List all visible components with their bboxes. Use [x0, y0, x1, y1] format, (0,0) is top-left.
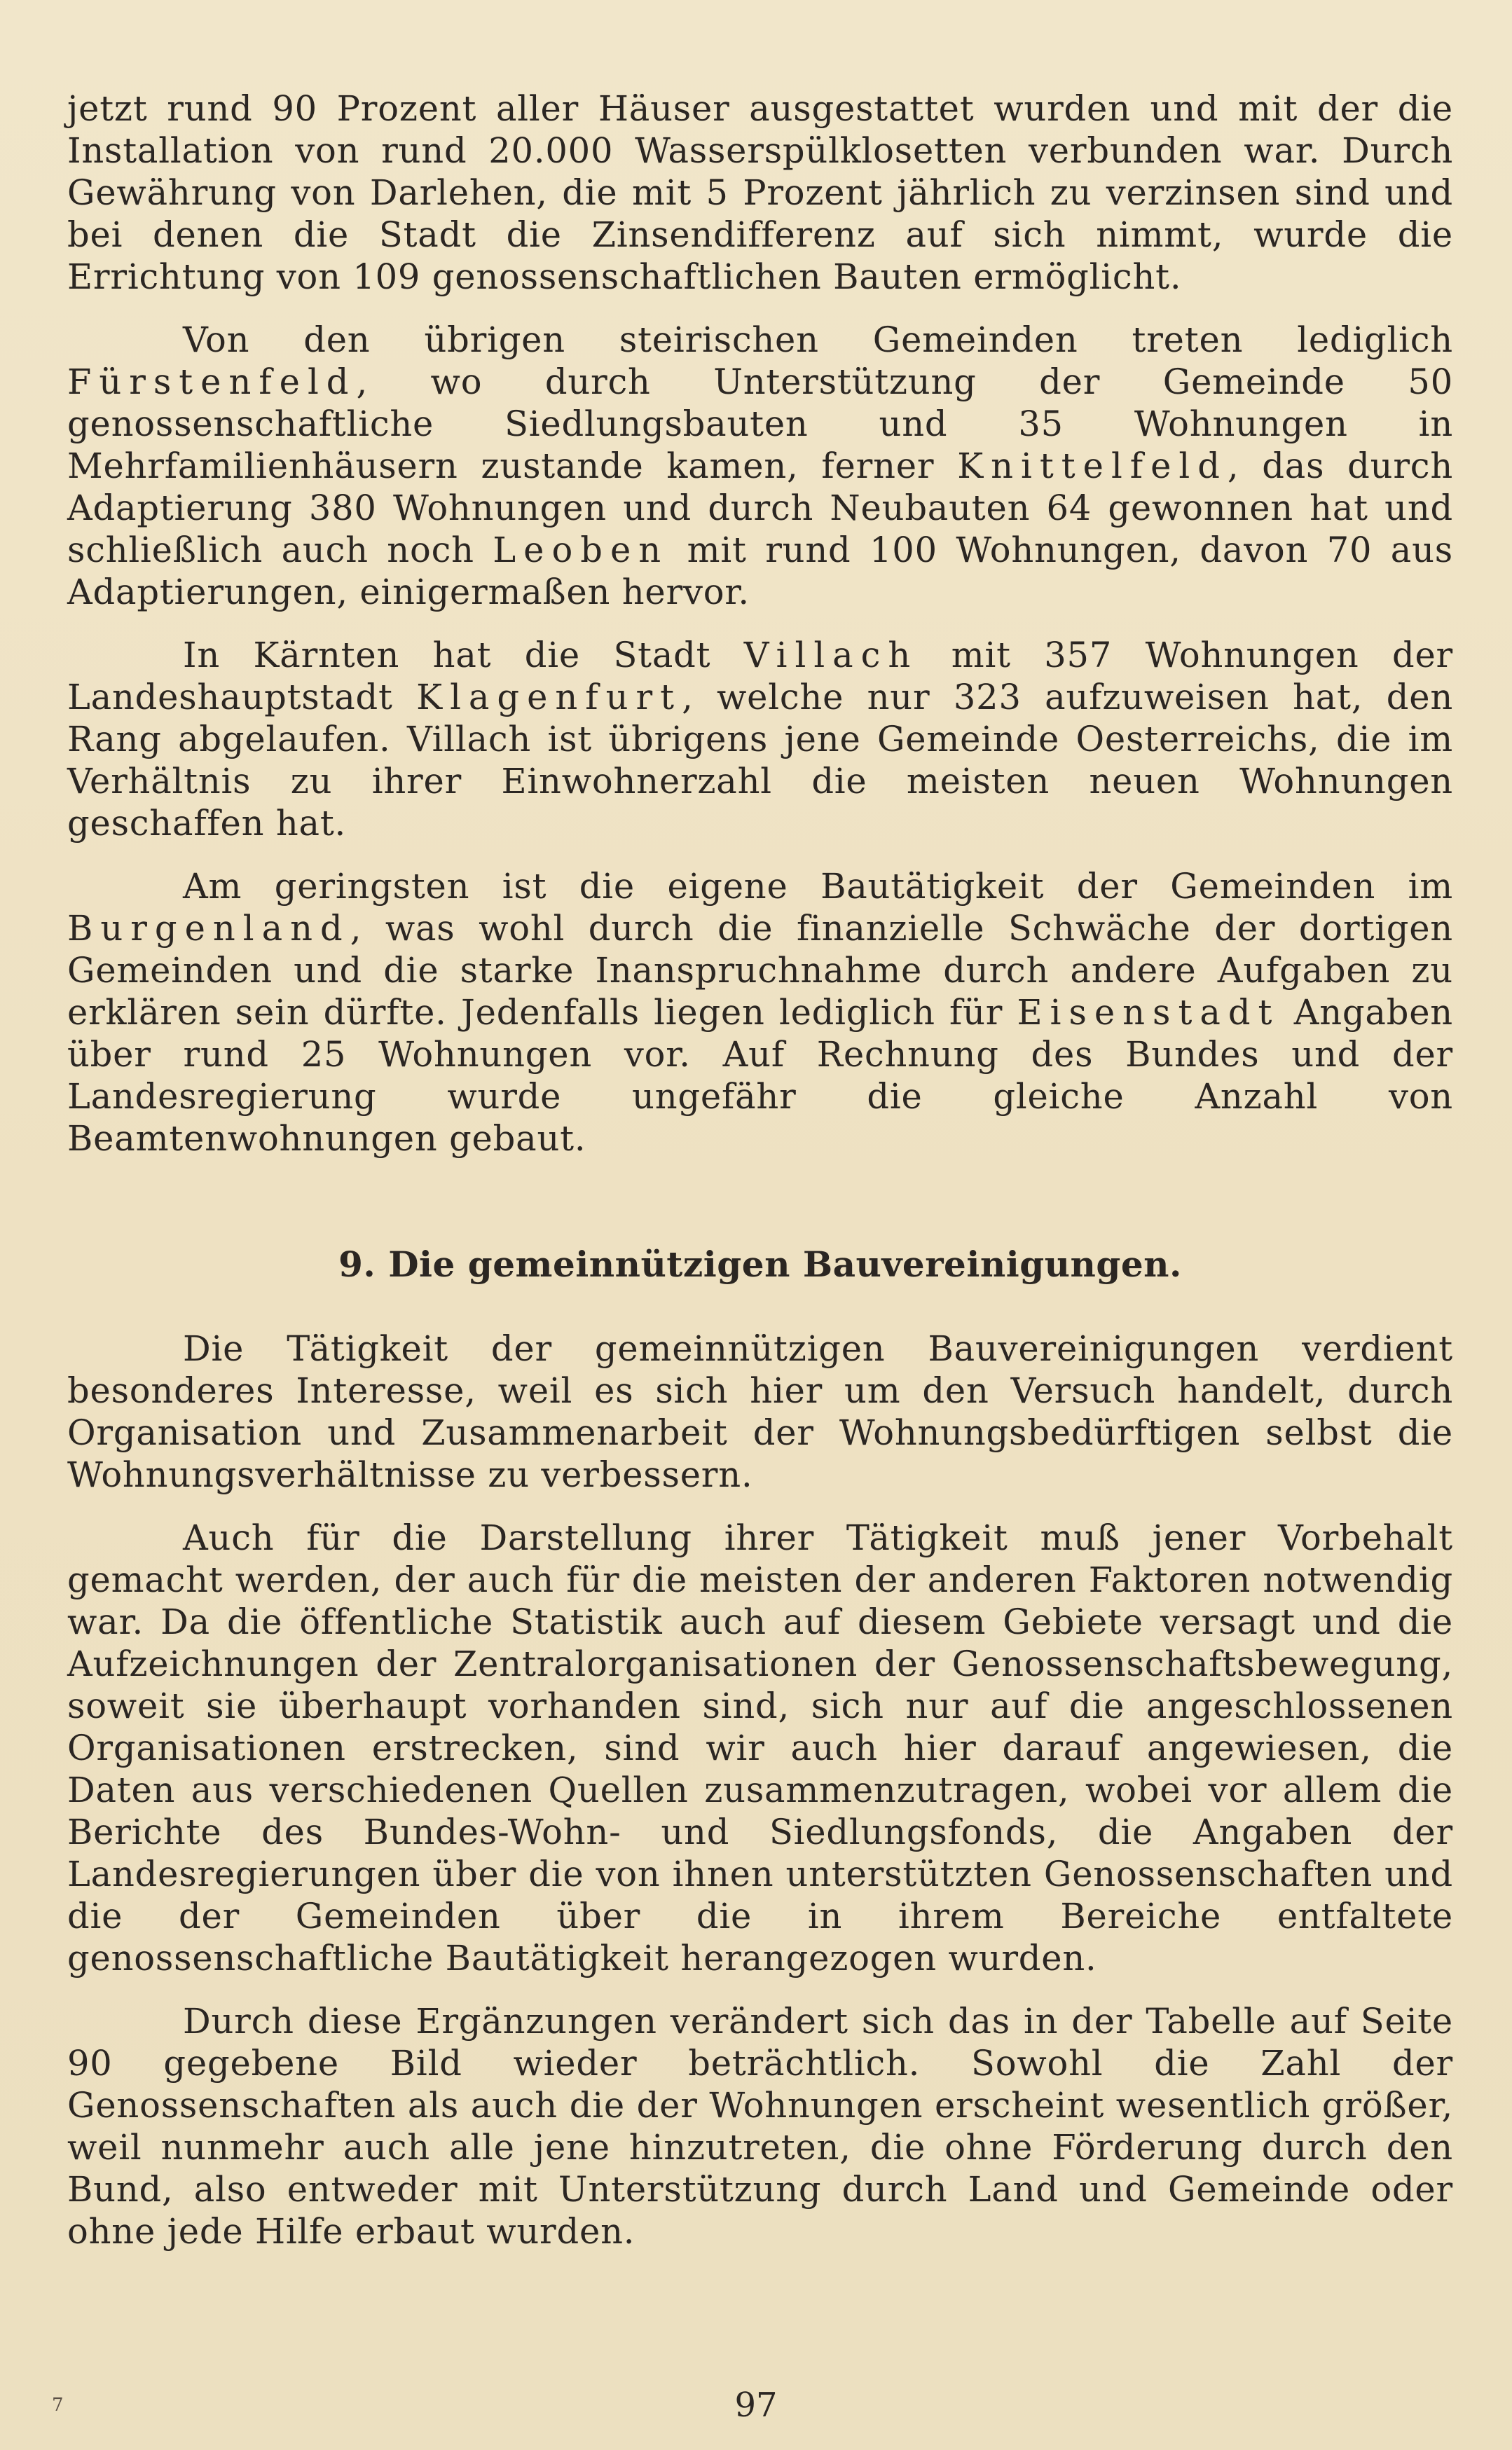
- spaced-place-name: Knittelfeld: [957, 446, 1228, 486]
- paragraph-4: [67, 865, 1453, 1159]
- paragraph-text: Von den übrigen steirischen Gemeinden treten lediglich: [183, 319, 1453, 360]
- paragraph-text: In Kärnten hat die Stadt: [183, 635, 744, 675]
- paragraph-text: , was wohl durch die finanzielle Schwäche der dortigen Gemeinden und die starke Inanspruchnahme durch andere Aufgaben zu erklären sein dürfte. Jedenfalls liegen lediglich für: [67, 908, 1453, 1033]
- paragraph-text: Am geringsten ist die eigene Bautätigkeit der Gemeinden im: [183, 866, 1453, 907]
- paragraph-text: mit rund 100 Wohnungen, davon 70 aus Adaptierungen, einigermaßen hervor.: [67, 530, 1453, 612]
- paragraph-text: , welche nur 323 aufzuweisen hat, den Rang abgelaufen. Villach ist übrigens jene Gemeinde Oesterreichs, die im Verhältnis zu ihrer Einwohnerzahl die meisten neuen Wohnungen geschaffen hat.: [67, 677, 1453, 844]
- paragraph-text: , das durch Adaptierung 380 Wohnungen und durch Neubauten 64 gewonnen hat und schließlich auch noch: [67, 446, 1453, 570]
- paragraph-text: Die Tätigkeit der gemeinnützigen Bauvereinigungen verdient besonderes Interesse, weil es sich hier um den Versuch handelt, durch Organisation und Zusammenarbeit der Wohnungsbedürftigen selbst die Wohnungsverhältnisse zu verbessern.: [67, 1328, 1453, 1495]
- document-body: [67, 88, 1453, 2252]
- paragraph-6: [67, 1517, 1453, 1979]
- paragraph-text: jetzt rund 90 Prozent aller Häuser ausgestattet wurden und mit der die Installation von rund 20.000 Wasserspülklosetten verbunden war. Durch Gewährung von Darlehen, die mit 5 Prozent jährlich zu verzinsen sind und bei denen die Stadt die Zinsendifferenz auf sich nimmt, wurde die Errichtung von 109 genossenschaftlichen Bauten ermöglicht.: [67, 88, 1453, 297]
- paragraph-text: mit 357 Wohnungen der Landeshauptstadt: [67, 635, 1453, 717]
- section-heading: 9. Die gemeinnützigen Bauvereinigungen.: [338, 1244, 1182, 1285]
- paragraph-3: [67, 634, 1453, 844]
- spaced-place-name: Fürstenfeld: [67, 362, 357, 402]
- paragraph-7: [67, 2000, 1453, 2252]
- paragraph-1: [67, 88, 1453, 298]
- page-number: 97: [734, 2386, 778, 2425]
- spaced-place-name: Eisenstadt: [1017, 992, 1280, 1033]
- spaced-place-name: Leoben: [493, 530, 669, 570]
- paragraph-text: Angaben über rund 25 Wohnungen vor. Auf Rechnung des Bundes und der Landesregierung wurde ungefähr die gleiche Anzahl von Beamtenwohnungen gebaut.: [67, 992, 1453, 1159]
- spaced-place-name: Burgenland: [67, 908, 350, 949]
- spaced-place-name: Klagenfurt: [416, 677, 682, 717]
- paragraph-text: , wo durch Unterstützung der Gemeinde 50 genossenschaftliche Siedlungsbauten und 35 Wohnungen in Mehrfamilienhäusern zustande kamen, ferner: [67, 362, 1453, 486]
- spaced-place-name: Villach: [743, 635, 919, 675]
- paragraph-2: [67, 319, 1453, 613]
- corner-mark: 7: [52, 2395, 64, 2416]
- paragraph-text: Auch für die Darstellung ihrer Tätigkeit muß jener Vorbehalt gemacht werden, der auch für die meisten der anderen Faktoren notwendig war. Da die öffentliche Statistik auch auf diesem Gebiete versagt und die Aufzeichnungen der Zentralorganisationen der Genossenschaftsbewegung, soweit sie überhaupt vorhanden sind, sich nur auf die angeschlossenen Organisationen erstrecken, sind wir auch hier darauf angewiesen, die Daten aus verschiedenen Quellen zusammenzutragen, wobei vor allem die Berichte des Bundes-Wohn- und Siedlungsfonds, die Angaben der Landesregierungen über die von ihnen unterstützten Genossenschaften und die der Gemeinden über die in ihrem Bereiche entfaltete genossenschaftliche Bautätigkeit herangezogen wurden.: [67, 1518, 1453, 1978]
- paragraph-text: Durch diese Ergänzungen verändert sich das in der Tabelle auf Seite 90 gegebene Bild wieder beträchtlich. Sowohl die Zahl der Genossenschaften als auch die der Wohnungen erscheint wesentlich größer, weil nunmehr auch alle jene hinzutreten, die ohne Förderung durch den Bund, also entweder mit Unterstützung durch Land und Gemeinde oder ohne jede Hilfe erbaut wurden.: [67, 2001, 1453, 2252]
- paragraph-5: [67, 1328, 1453, 1496]
